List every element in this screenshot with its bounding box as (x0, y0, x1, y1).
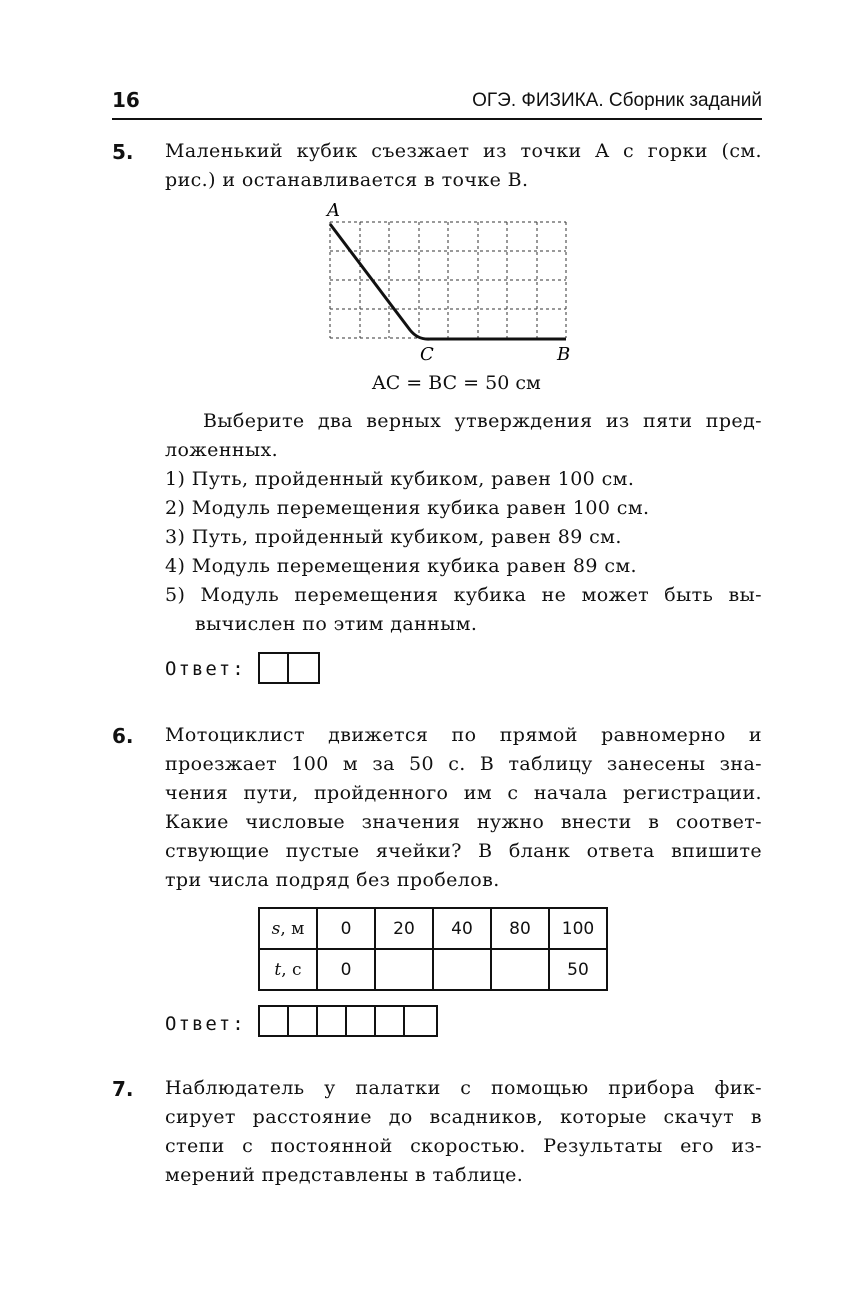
slide-path (330, 224, 566, 339)
task6-stem-line-6: три числа подряд без пробелов. (165, 869, 500, 891)
task6-stem-line-5: ствующие пустые ячейки? В бланк ответа впишите (165, 840, 762, 862)
running-title: ОГЭ. ФИЗИКА. Сборник заданий (472, 90, 762, 111)
answer-cell[interactable] (405, 1007, 434, 1035)
point-a-label: A (327, 200, 340, 221)
figure-grid (330, 222, 566, 338)
task6-number: 6. (112, 724, 134, 748)
task7-number: 7. (112, 1077, 134, 1101)
point-b-label: B (557, 344, 571, 365)
table-cell (491, 949, 549, 990)
answer-cell[interactable] (376, 1007, 405, 1035)
figure-caption: AC = BC = 50 см (372, 372, 541, 394)
task5-stem-line-1: Маленький кубик съезжает из точки A с горки (см. (165, 140, 762, 162)
page-header (112, 88, 762, 120)
answer-cell[interactable] (318, 1007, 347, 1035)
task5-instruction-line-1: Выберите два верных утверждения из пяти пред- (203, 410, 762, 432)
task7-stem-line-4: мерений представлены в таблице. (165, 1164, 524, 1186)
table-cell (433, 949, 491, 990)
answer-cell[interactable] (289, 1007, 318, 1035)
table-cell: 50 (549, 949, 607, 990)
task7-stem-line-1: Наблюдатель у палатки с помощью прибора фик- (165, 1077, 762, 1099)
table-cell: 0 (317, 908, 375, 949)
task6-stem-line-2: проезжает 100 м за 50 с. В таблицу занесены зна- (165, 753, 762, 775)
task7-stem-line-3: степи с постоянной скоростью. Результаты его из- (165, 1135, 762, 1157)
task6-stem-line-4: Какие числовые значения нужно внести в соответ- (165, 811, 762, 833)
page-number: 16 (112, 88, 140, 112)
answer-cell[interactable] (260, 1007, 289, 1035)
task5-option-3: 3) Путь, пройденный кубиком, равен 89 см. (165, 526, 622, 548)
task5-number: 5. (112, 140, 134, 164)
table-cell: 100 (549, 908, 607, 949)
task6-stem-line-1: Мотоциклист движется по прямой равномерно и (165, 724, 762, 746)
task5-option-5-cont: вычислен по этим данным. (195, 613, 478, 635)
task5-option-4: 4) Модуль перемещения кубика равен 89 см. (165, 555, 637, 577)
task6-answer-label: Ответ: (165, 1013, 246, 1035)
task5-option-1: 1) Путь, пройденный кубиком, равен 100 см. (165, 468, 635, 490)
task5-stem-line-2: рис.) и останавливается в точке B. (165, 169, 529, 191)
answer-cell[interactable] (260, 654, 289, 682)
task5-answer-label: Ответ: (165, 658, 246, 680)
task5-option-2: 2) Модуль перемещения кубика равен 100 см. (165, 497, 650, 519)
table-cell: 20 (375, 908, 433, 949)
task5-option-5: 5) Модуль перемещения кубика не может быть вы- (165, 584, 762, 606)
task6-stem-line-3: чения пути, пройденного им с начала регистрации. (165, 782, 762, 804)
distance-time-table (258, 907, 608, 991)
table-cell: 40 (433, 908, 491, 949)
table-cell (375, 949, 433, 990)
table-cell: 80 (491, 908, 549, 949)
answer-cell[interactable] (347, 1007, 376, 1035)
table-cell: 0 (317, 949, 375, 990)
row-header: t, с (259, 949, 317, 990)
task5-instruction-line-2: ложенных. (165, 439, 279, 461)
answer-cell[interactable] (289, 654, 318, 682)
task7-stem-line-2: сирует расстояние до всадников, которые скачут в (165, 1106, 762, 1128)
row-header: s, м (259, 908, 317, 949)
task6-answer-box[interactable] (258, 1005, 438, 1037)
table-row (259, 949, 607, 990)
task5-answer-box[interactable] (258, 652, 320, 684)
table-row (259, 908, 607, 949)
point-c-label: C (420, 344, 434, 365)
